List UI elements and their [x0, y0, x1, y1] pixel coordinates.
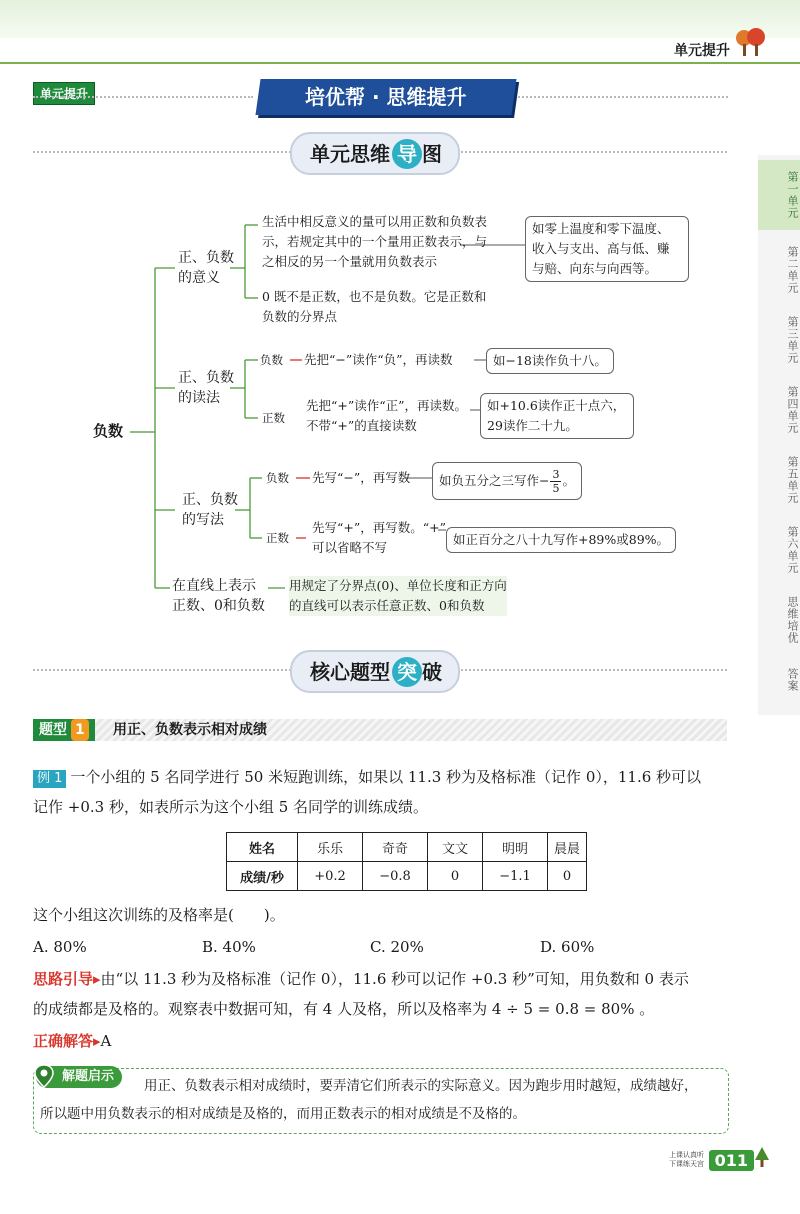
- meaning-example-bubble: 如零上温度和零下温度、 收入与支出、高与低、赚 与赔、向东与向西等。: [525, 216, 689, 282]
- analysis: 思路引导▸由“以 11.3 秒为及格标准（记作 0），11.6 秒可以记作 +0.3 秒”可知，用负数和 0 表示 的成绩都是及格的。观察表中数据可知，有 4 人及格，所以及格率为 4 ÷ 5 = 0.8 = 80% 。: [33, 970, 689, 1018]
- header-title: 单元提升: [674, 43, 730, 59]
- hint-label: 解题启示: [36, 1066, 122, 1088]
- table-cell: 乐乐: [298, 833, 363, 862]
- side-tab-unit2[interactable]: 第二单元: [786, 246, 799, 294]
- reading-pos-bubble: 如+10.6读作正十点六， 29读作二十九。: [480, 393, 634, 439]
- side-tab-unit4[interactable]: 第四单元: [786, 386, 799, 434]
- table-cell: −1.1: [483, 862, 548, 891]
- table-cell: 明明: [483, 833, 548, 862]
- section-title: 用正、负数表示相对成绩: [113, 722, 267, 738]
- answer: 正确解答▸A: [33, 1032, 112, 1050]
- branch-meaning-definition: 生活中相反意义的量可以用正数和负数表 示，若规定其中的一个量用正数表示，与 之相反的另一个量就用负数表示: [262, 214, 488, 269]
- writing-pos-label: 正数: [266, 531, 289, 545]
- table-header-row: [227, 833, 587, 862]
- reading-neg-text: 先把“−”读作“负”，再读数: [304, 352, 453, 367]
- mindmap-root: 负数: [93, 422, 124, 440]
- reading-neg-label: 负数: [260, 353, 283, 367]
- table-row: [227, 862, 587, 891]
- reading-pos-text: 先把“+”读作“正”，再读数。 不带“+”的直接读数: [306, 398, 468, 433]
- hint-text-line2: 所以题中用负数表示的相对成绩是及格的，而用正数表示的相对成绩是不及格的。: [40, 1106, 526, 1122]
- table-cell: 文文: [428, 833, 483, 862]
- side-tab-unit3[interactable]: 第三单元: [786, 316, 799, 364]
- writing-pos-bubble: 如正百分之八十九写作+89%或89%。: [446, 527, 676, 553]
- table-cell: 0: [548, 862, 587, 891]
- writing-pos-text: 先写“+”，再写数。“+” 可以省略不写: [312, 520, 447, 555]
- mindmap-heading: 单元思维 导 图: [290, 132, 460, 175]
- option-c: C. 20%: [370, 938, 424, 956]
- example-ask: 这个小组这次训练的及格率是( )。: [33, 906, 285, 924]
- reading-pos-label: 正数: [262, 411, 285, 425]
- side-tab-unit1[interactable]: 第一单元: [758, 160, 800, 230]
- hint-text-line1: 用正、负数表示相对成绩时，要弄清它们所表示的实际意义。因为跑步用时越短，成绩越好，: [144, 1078, 698, 1094]
- footer-slogan: 上课认真听 下课练天宫: [669, 1151, 704, 1168]
- side-tab-answers[interactable]: 答案: [786, 668, 799, 692]
- fraction-numerator: 3: [552, 467, 560, 481]
- table-cell: 0: [428, 862, 483, 891]
- branch-meaning-zero: 0 既不是正数，也不是负数。它是正数和 负数的分界点: [262, 289, 487, 324]
- answer-label: 正确解答: [33, 1032, 94, 1050]
- branch-writing-label: 正、负数 的写法: [182, 492, 238, 528]
- example-tag: 例 1: [33, 770, 66, 788]
- branch-reading-label: 正、负数 的读法: [178, 370, 234, 406]
- writing-neg-bubble: 如负五分之三写作− $\frac{3}{5}$ 。: [432, 462, 582, 500]
- table-cell: +0.2: [298, 862, 363, 891]
- writing-neg-label: 负数: [266, 471, 289, 485]
- table-cell: 奇奇: [363, 833, 428, 862]
- branch-numberline-label: 在直线上表示 正数、0和负数: [172, 578, 265, 614]
- table-cell: 成绩/秒: [227, 862, 298, 891]
- table-cell: −0.8: [363, 862, 428, 891]
- table-cell: 姓名: [227, 833, 298, 862]
- score-table: [226, 832, 587, 891]
- unit-tag: 单元提升: [33, 82, 95, 105]
- branch-meaning-label: 正、负数 的意义: [178, 250, 234, 286]
- side-tab-thinking[interactable]: 思维培优: [786, 596, 799, 644]
- reading-neg-bubble: 如−18读作负十八。: [486, 348, 614, 374]
- side-tab-unit6[interactable]: 第六单元: [786, 526, 799, 574]
- option-d: D. 60%: [540, 938, 595, 956]
- table-cell: 晨晨: [548, 833, 587, 862]
- branch-numberline-text: 用规定了分界点(0)、单位长度和正方向 的直线可以表示任意正数、0和负数: [289, 576, 507, 616]
- writing-neg-text: 先写“−”，再写数: [312, 470, 411, 485]
- page-number: 011: [709, 1150, 754, 1171]
- location-pin-icon: [34, 1064, 54, 1088]
- analysis-label: 思路引导: [33, 970, 94, 988]
- side-tab-unit5[interactable]: 第五单元: [786, 456, 799, 504]
- core-heading: 核心题型 突 破: [290, 650, 460, 693]
- section-tag: 题型 1: [33, 719, 95, 741]
- banner-title: 培优帮 · 思维提升: [255, 79, 516, 115]
- option-b: B. 40%: [202, 938, 256, 956]
- option-a: A. 80%: [33, 938, 87, 956]
- fraction-denominator: 5: [552, 481, 560, 495]
- small-tree-icon: [754, 1146, 770, 1168]
- example-question: 例 1 一个小组的 5 名同学进行 50 米短跑训练，如果以 11.3 秒为及格标准（记作 0），11.6 秒可以 记作 +0.3 秒，如表所示为这个小组 5 名同学的训练成绩。: [33, 768, 702, 816]
